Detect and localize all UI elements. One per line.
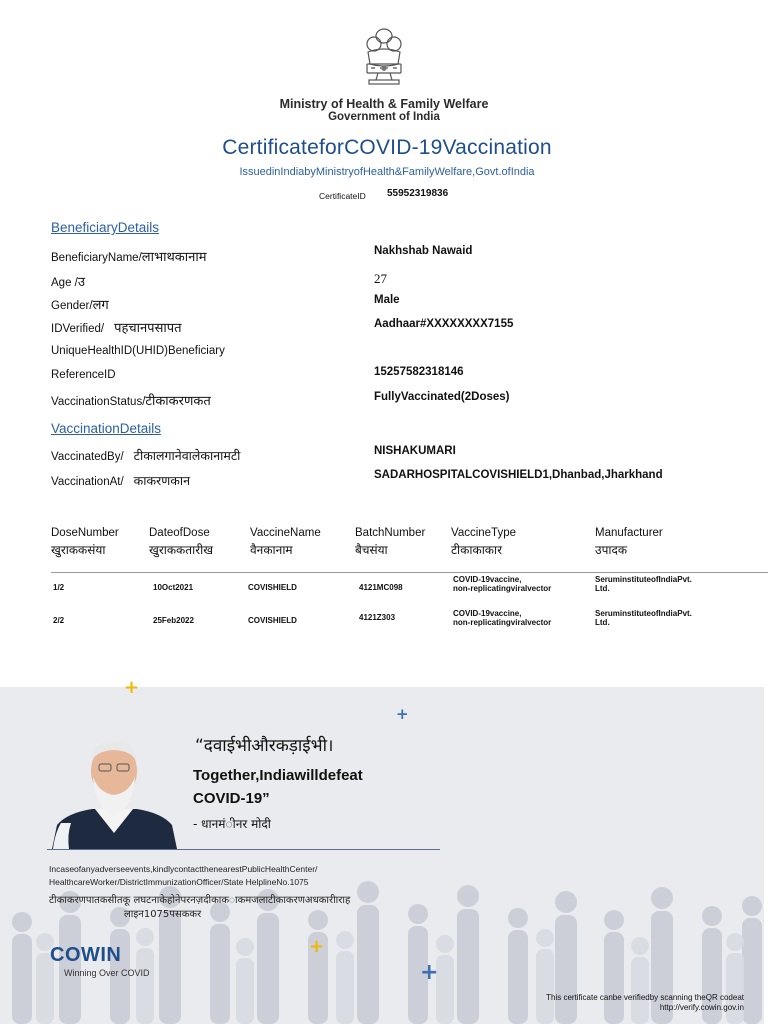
id-verified-label [51, 318, 182, 336]
header-hi: टीकाकाकार [451, 543, 503, 557]
quote-english [193, 764, 363, 810]
label-en: VaccinationStatus/ [51, 396, 146, 408]
advisory-hindi-line-2: लाइन1075पसककर [124, 909, 202, 920]
mfr-line: Ltd. [595, 584, 610, 593]
dose-2-manufacturer [595, 609, 692, 627]
header-en: DoseNumber [51, 527, 119, 539]
label-en: Gender/ [51, 300, 93, 312]
portrait-photo [47, 733, 182, 849]
type-line: COVID-19vaccine, [453, 575, 522, 584]
quote-line: COVID-19” [193, 790, 270, 807]
type-line: non-replicatingviralvector [453, 618, 552, 627]
header-en: Manufacturer [595, 527, 663, 539]
label-en: VaccinationAt/ [51, 476, 124, 488]
certificate-subtitle: IssuedinIndiabyMinistryofHealth&FamilyWelfare,Govt.ofIndia [239, 166, 535, 178]
header-en: BatchNumber [355, 527, 426, 539]
label-hi: उ [77, 274, 85, 289]
vaccinated-by-label [51, 447, 240, 464]
beneficiary-name-label [51, 247, 206, 265]
label-hi: लग [92, 297, 109, 312]
mfr-line: Ltd. [595, 618, 610, 627]
gender-label [51, 295, 109, 313]
header-hi: खुराककसंया [51, 543, 106, 557]
mfr-line: SeruminstituteofIndiaPvt. [595, 575, 692, 584]
header-hi: उपादक [595, 543, 628, 557]
advisory-hindi-line-1: टीकाकरणपातकसीतकू लघटनाकेहोनेपरनज़दीकाक◌ाकमजलाटीकाकरणअधकारीाराह [49, 895, 351, 906]
beneficiary-section-title: BeneficiaryDetails [51, 220, 160, 235]
label-hi: लाभाथकानाम [141, 249, 207, 264]
label-en: IDVerified/ [51, 323, 105, 335]
plus-decoration-icon: + [420, 960, 439, 985]
certificate-id-value: 55952319836 [387, 188, 449, 199]
dose-1-number: 1/2 [53, 583, 65, 592]
certificate-title: CertificateforCOVID-19Vaccination [222, 136, 552, 159]
type-line: COVID-19vaccine, [453, 609, 522, 618]
label-en: BeneficiaryName/ [51, 252, 142, 264]
mfr-line: SeruminstituteofIndiaPvt. [595, 609, 692, 618]
header-hi: वैनकानाम [250, 543, 293, 557]
national-emblem-icon [362, 24, 406, 90]
batch-number-header [355, 527, 425, 558]
dose-1-vaccine: COVISHIELD [248, 583, 297, 592]
table-divider [51, 572, 768, 573]
advisory-text-line-1: Incaseofanyadverseevents,kindlycontactthenearestPublicHealthCenter/ [49, 864, 318, 874]
vaccination-status-label [51, 391, 211, 409]
vaccination-at-label [51, 472, 190, 489]
certificate-id-label: CertificateID [319, 191, 366, 201]
gender-value: Male [374, 294, 400, 306]
vaccination-at-value: SADARHOSPITALCOVISHIELD1,Dhanbad,Jharkhand [374, 469, 663, 481]
dose-2-type [453, 609, 551, 627]
reference-id-value: 15257582318146 [374, 366, 464, 378]
quote-hindi: “दवाईभीऔरकड़ाईभी। [195, 736, 334, 756]
dose-1-manufacturer [595, 575, 692, 593]
header-en: DateofDose [149, 527, 210, 539]
plus-decoration-icon: + [124, 677, 140, 698]
header-en: VaccineName [250, 527, 321, 539]
age-label [51, 272, 85, 290]
vaccination-section-title: VaccinationDetails [51, 421, 162, 436]
advisory-text-line-2: HealthcareWorker/DistrictImmunizationOfficer/State HelplineNo.1075 [49, 877, 309, 887]
cowin-logo: COWIN [50, 944, 122, 966]
type-line: non-replicatingviralvector [453, 584, 552, 593]
manufacturer-header [595, 527, 663, 558]
beneficiary-name-value: Nakhshab Nawaid [374, 245, 473, 257]
label-en: Age / [51, 277, 78, 289]
verify-line: This certificate canbe verifiedby scanning theQR codeat [546, 993, 744, 1002]
dose-1-type [453, 575, 551, 593]
dose-1-batch: 4121MC098 [359, 583, 403, 592]
age-value: 27 [374, 271, 387, 286]
vaccine-type-header [451, 527, 516, 558]
plus-decoration-icon: + [396, 705, 409, 723]
quote-attribution: - धानमंीनर मोदी [193, 817, 271, 831]
ministry-name: Ministry of Health & Family Welfare [279, 97, 489, 111]
label-hi: टीकाकरणकत [145, 393, 211, 408]
dose-2-vaccine: COVISHIELD [248, 616, 297, 625]
verify-url: http://verify.cowin.gov.in [659, 1003, 744, 1012]
label-en: VaccinatedBy/ [51, 451, 124, 463]
cowin-tagline: Winning Over COVID [64, 968, 150, 978]
label-hi: टीकालगानेवालेकानामटी [133, 449, 241, 463]
dose-number-header [51, 527, 119, 558]
label-hi: काकरणकान [133, 474, 191, 488]
label-hi: पहचानपसापत [114, 320, 182, 335]
vaccine-name-header [250, 527, 321, 558]
header-en: VaccineType [451, 527, 516, 539]
quote-line: Together,Indiawilldefeat [193, 767, 363, 784]
plus-decoration-icon: + [309, 936, 325, 957]
vaccination-status-value: FullyVaccinated(2Doses) [374, 391, 510, 403]
vaccinated-by-value: NISHAKUMARI [374, 445, 456, 457]
dose-1-date: 10Oct2021 [153, 583, 194, 592]
verification-note [480, 993, 744, 1013]
header-hi: खुराककतारीख [149, 543, 214, 557]
dose-2-batch: 4121Z303 [359, 613, 396, 622]
header-hi: बैचसंया [355, 543, 388, 557]
uhid-label: UniqueHealthID(UHID)Beneficiary [51, 345, 225, 357]
date-of-dose-header [149, 527, 213, 558]
quote-divider [47, 849, 440, 850]
id-verified-value: Aadhaar#XXXXXXXX7155 [374, 318, 514, 330]
dose-2-number: 2/2 [53, 616, 65, 625]
reference-id-label: ReferenceID [51, 369, 116, 381]
dose-2-date: 25Feb2022 [153, 616, 194, 625]
government-name: Government of India [328, 111, 440, 123]
